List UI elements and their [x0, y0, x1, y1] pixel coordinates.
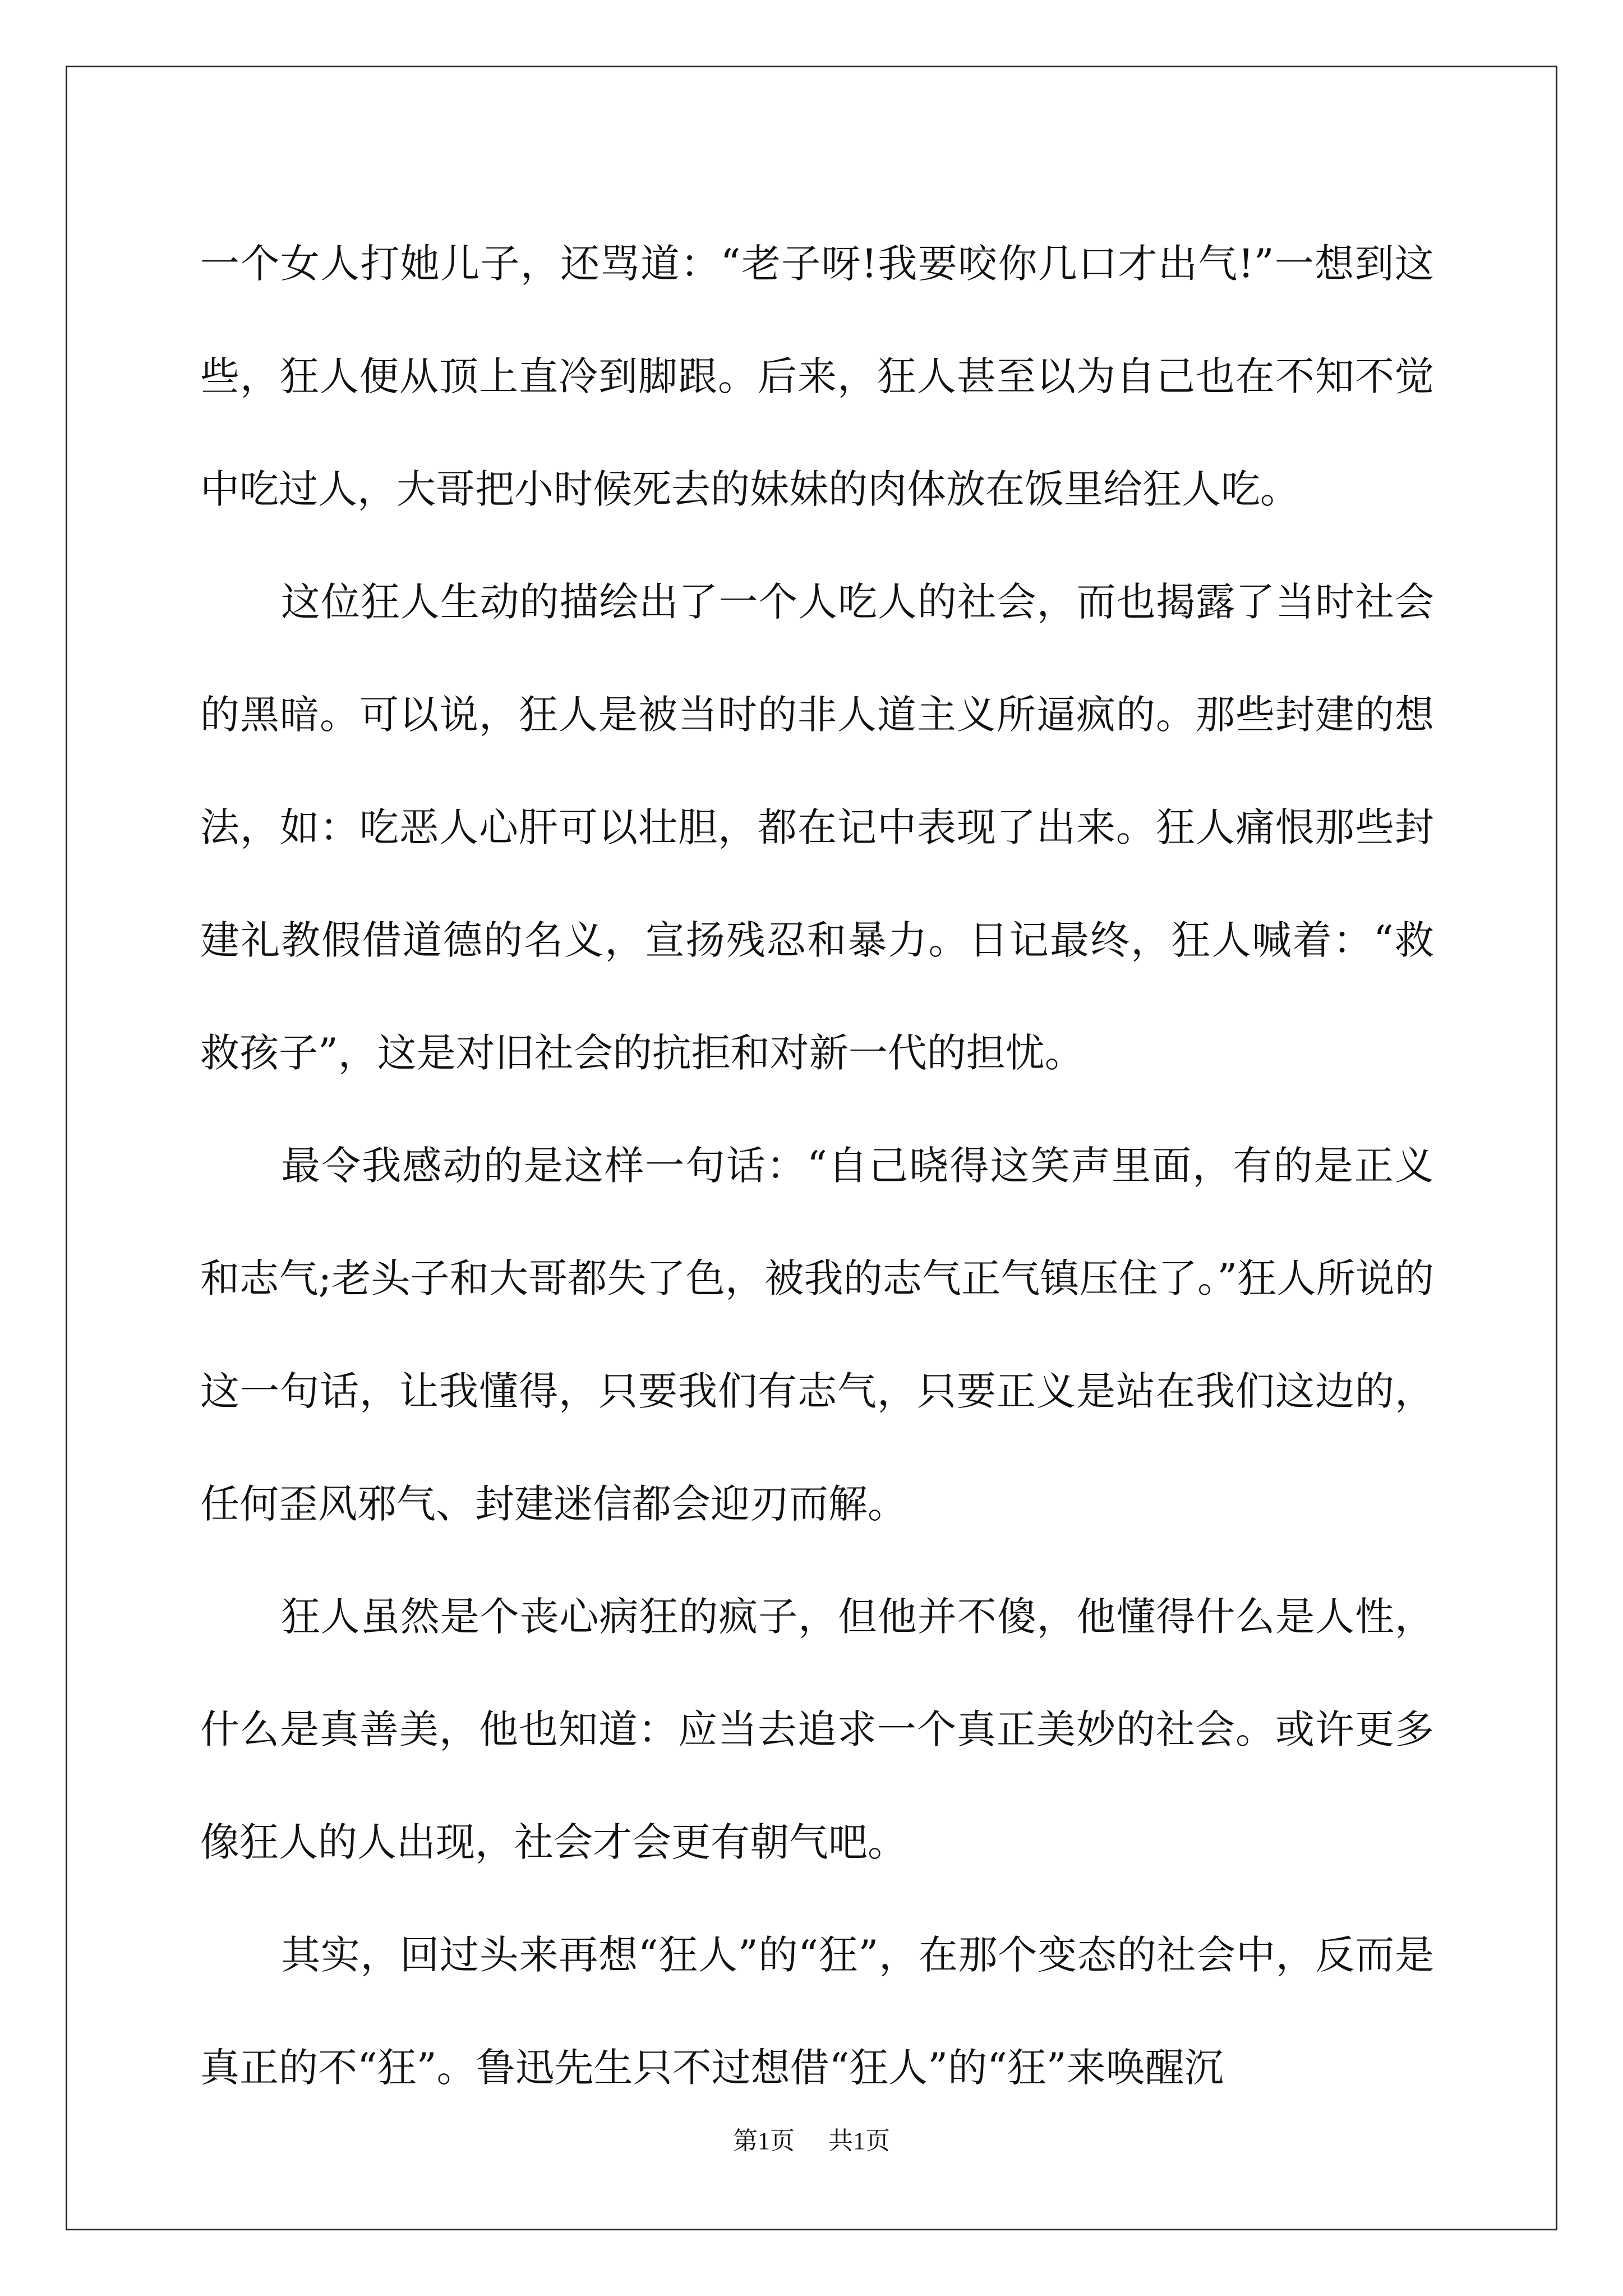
paragraph-3: 最令我感动的是这样一句话：“自己晓得这笑声里面，有的是正义和志气;老头子和大哥都失了色，被我的志气正气镇压住了。”狂人所说的这一句话，让我懂得，只要我们有志气，只要正义是站在我们这边的，任何歪风邪气、封建迷信都会迎刃而解。	[200, 1143, 1434, 1527]
paragraph-5: 其实，回过头来再想“狂人”的“狂”，在那个变态的社会中，反而是真正的不“狂”。鲁迅先生只不过想借“狂人”的“狂”来唤醒沉	[200, 1932, 1434, 2091]
document-body	[200, 208, 1434, 2124]
paragraph-4: 狂人虽然是个丧心病狂的疯子，但他并不傻，他懂得什么是人性，什么是真善美，他也知道：应当去追求一个真正美妙的社会。或许更多像狂人的人出现，社会才会更有朝气吧。	[200, 1594, 1434, 1865]
page-total: 共1页	[828, 2127, 890, 2155]
page-number: 第1页	[733, 2127, 795, 2155]
page-footer	[0, 2120, 1623, 2156]
paragraph-2: 这位狂人生动的描绘出了一个人吃人的社会，而也揭露了当时社会的黑暗。可以说，狂人是被当时的非人道主义所逼疯的。那些封建的想法，如：吃恶人心肝可以壮胆，都在记中表现了出来。狂人痛恨那些封建礼教假借道德的名义，宣扬残忍和暴力。日记最终，狂人喊着：“救救孩子”，这是对旧社会的抗拒和对新一代的担忧。	[200, 579, 1434, 1076]
paragraph-1: 一个女人打她儿子，还骂道：“老子呀!我要咬你几口才出气!”一想到这些，狂人便从顶上直冷到脚跟。后来，狂人甚至以为自己也在不知不觉中吃过人，大哥把小时候死去的妹妹的肉体放在饭里给狂人吃。	[200, 241, 1434, 512]
